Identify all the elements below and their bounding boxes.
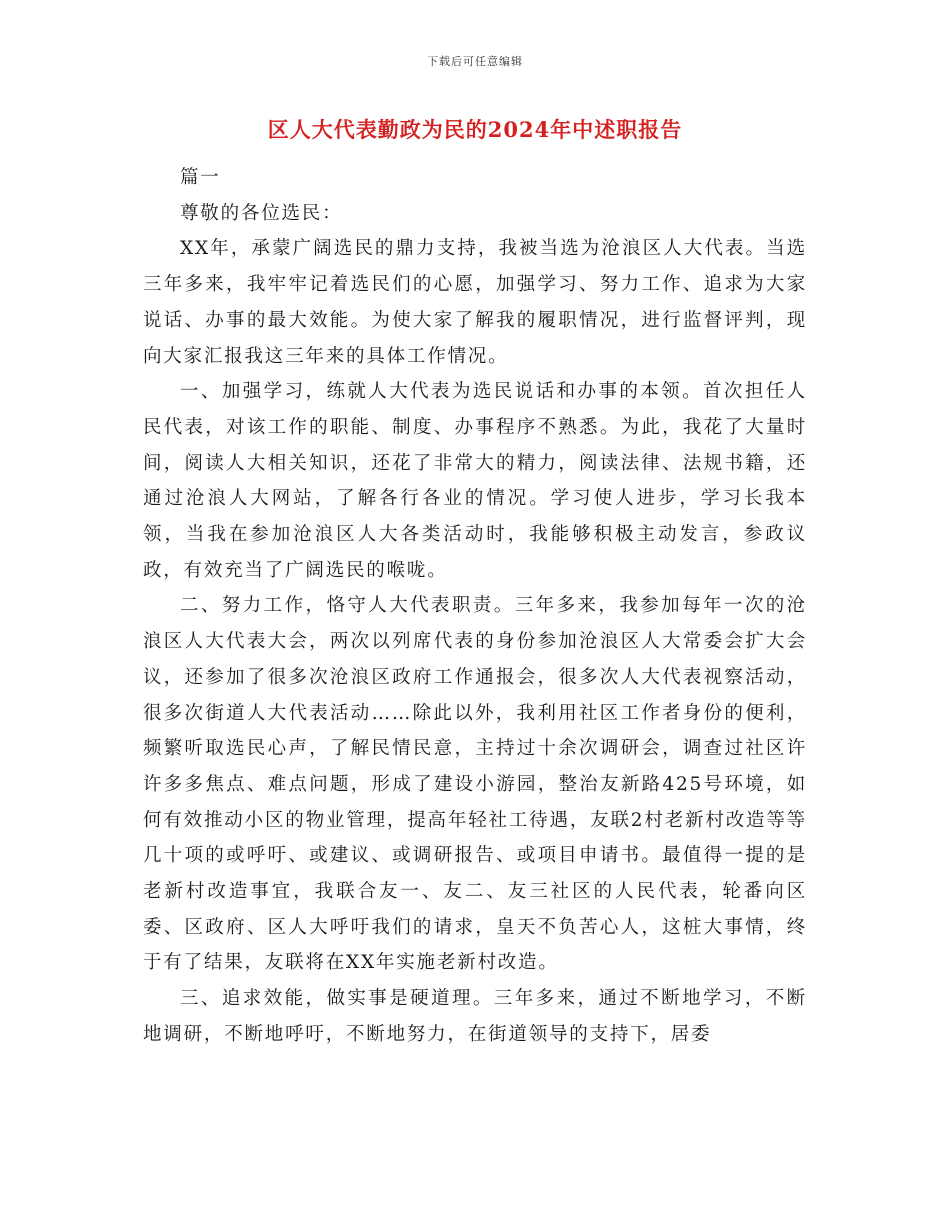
body-paragraph: 一、加强学习，练就人大代表为选民说话和办事的本领。首次担任人民代表，对该工作的职能、制度、办事程序不熟悉。为此，我花了大量时间，阅读人大相关知识，还花了非常大的精力，阅读法律、法规书籍，还通过沧浪人大网站，了解各行各业的情况。学习使人进步，学习长我本领，当我在参加沧浪区人大各类活动时，我能够积极主动发言，参政议政，有效充当了广阔选民的喉咙。 <box>143 381 807 581</box>
section-label: 篇一 <box>180 167 221 188</box>
salutation: 尊敬的各位选民： <box>180 202 343 224</box>
document-title: 区人大代表勤政为民的2024年中述职报告 <box>267 117 683 142</box>
document-body <box>143 160 807 1053</box>
body-paragraph: XX年，承蒙广阔选民的鼎力支持，我被当选为沧浪区人大代表。当选三年多来，我牢牢记着选民们的心愿，加强学习、努力工作、追求为大家说话、办事的最大效能。为使大家了解我的履职情况，进行监督评判，现向大家汇报我这三年来的具体工作情况。 <box>143 238 807 367</box>
body-paragraph: 三、追求效能，做实事是硬道理。三年多来，通过不断地学习，不断地调研，不断地呼吁，不断地努力，在街道领导的支持下，居委 <box>143 988 807 1045</box>
body-paragraph: 二、努力工作，恪守人大代表职责。三年多来，我参加每年一次的沧浪区人大代表大会，两次以列席代表的身份参加沧浪区人大常委会扩大会议，还参加了很多次沧浪区政府工作通报会，很多次人大代表视察活动，很多次街道人大代表活动……除此以外，我利用社区工作者身份的便利，频繁听取选民心声，了解民情民意，主持过十余次调研会，调查过社区许许多多焦点、难点问题，形成了建设小游园，整治友新路425号环境，如何有效推动小区的物业管理，提高年轻社工待遇，友联2村老新村改造等等几十项的或呼吁、或建议、或调研报告、或项目申请书。最值得一提的是老新村改造事宜，我联合友一、友二、友三社区的人民代表，轮番向区委、区政府、区人大呼吁我们的请求，皇天不负苦心人，这桩大事情，终于有了结果，友联将在XX年实施老新村改造。 <box>143 595 807 974</box>
header-note: 下载后可任意编辑 <box>427 55 523 68</box>
